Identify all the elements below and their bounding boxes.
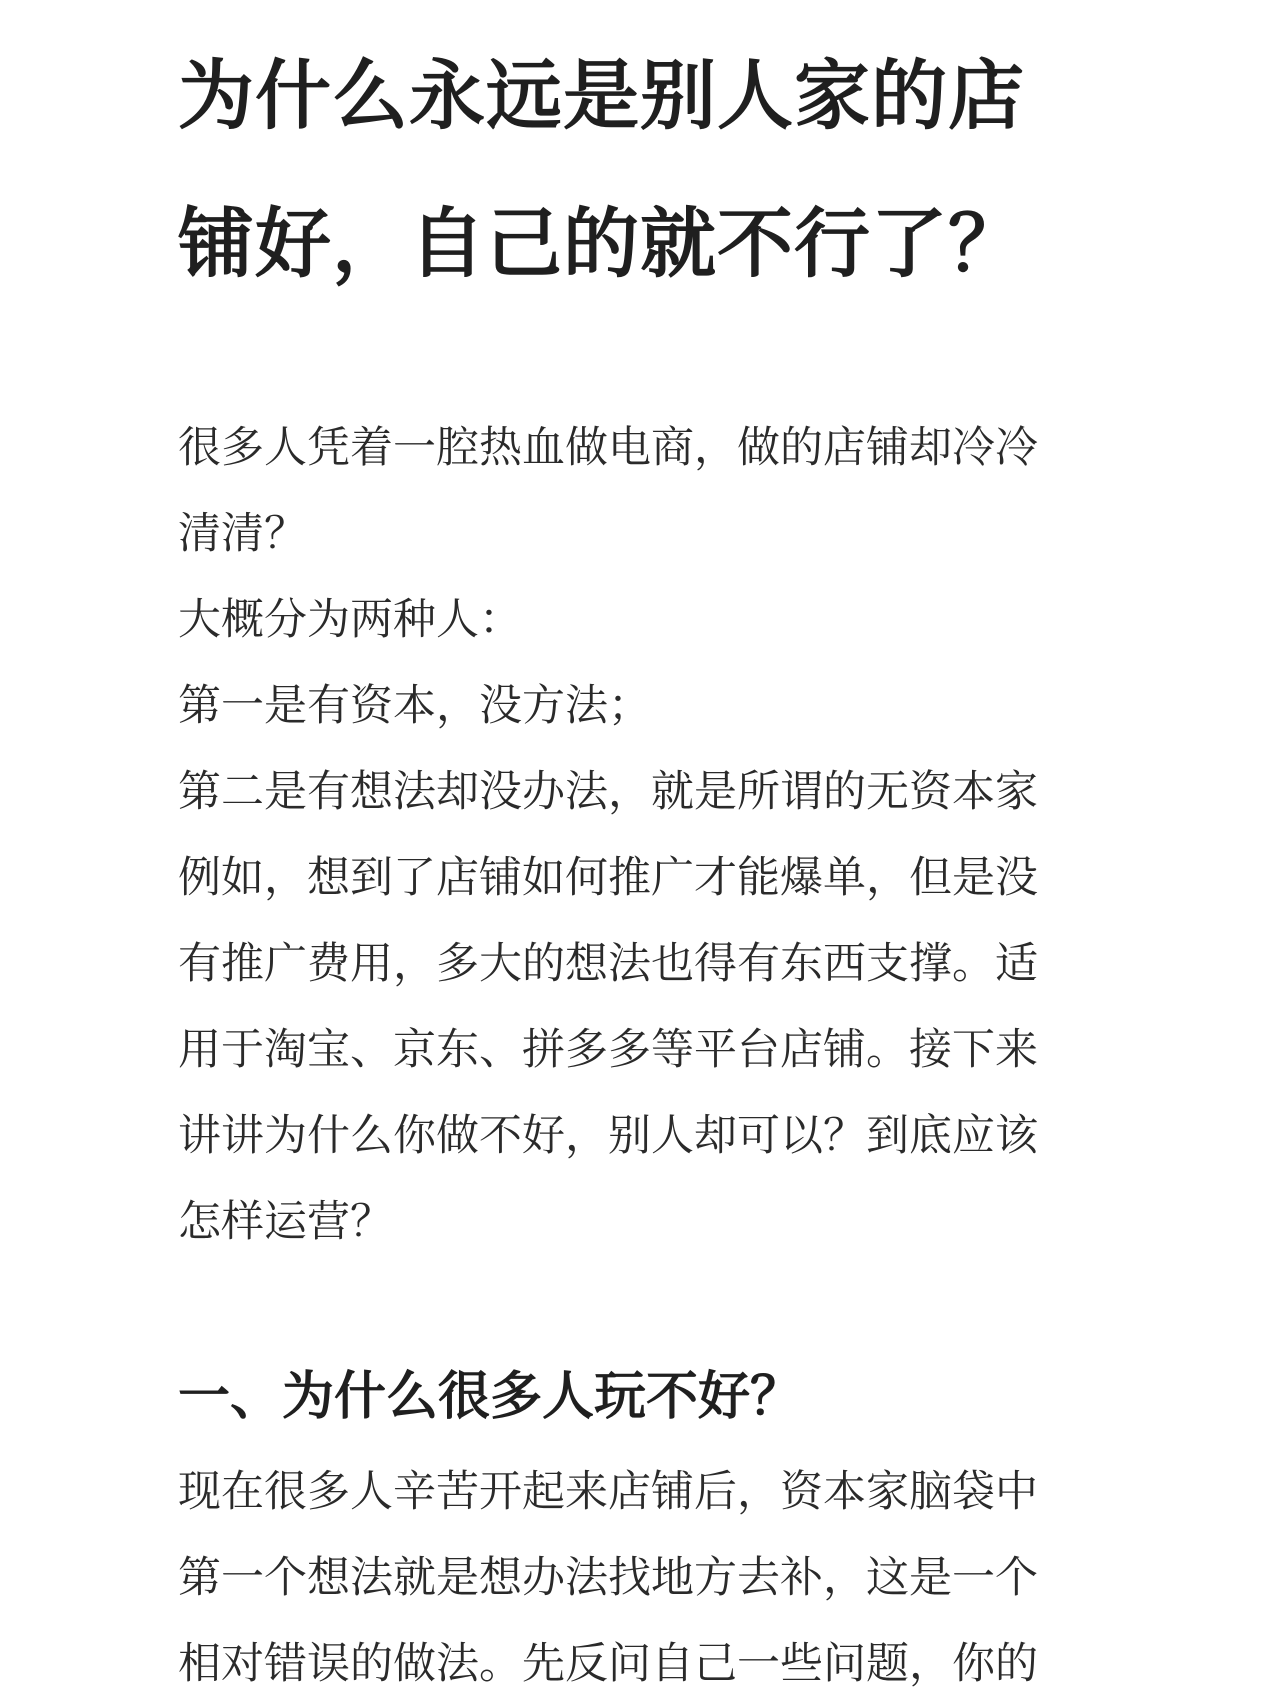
intro-paragraph: [178, 749, 1138, 835]
intro-paragraph: [178, 835, 1138, 1265]
text-line: 现在很多人辛苦开起来店铺后，资本家脑袋中: [178, 1467, 1038, 1517]
text-line: 很多人凭着一腔热血做电商，做的店铺却冷冷: [178, 423, 1038, 473]
intro-section: [178, 405, 1138, 1265]
text-line: 清清？: [178, 509, 307, 559]
section-heading: 一、为什么很多人玩不好？: [178, 1367, 803, 1427]
intro-paragraph: [178, 663, 1138, 749]
text-line: 相对错误的做法。先反问自己一些问题，你的: [178, 1639, 1038, 1689]
text-line: 第一是有资本，没方法；: [178, 681, 651, 731]
text-line: 例如，想到了店铺如何推广才能爆单，但是没: [178, 853, 1038, 903]
intro-paragraph: [178, 405, 1138, 577]
text-line: 讲讲为什么你做不好，别人却可以？到底应该: [178, 1111, 1038, 1161]
text-line: 有推广费用，多大的想法也得有东西支撑。适: [178, 939, 1038, 989]
text-line: 怎样运营？: [178, 1197, 393, 1247]
text-line: 用于淘宝、京东、拼多多等平台店铺。接下来: [178, 1025, 1038, 1075]
article-title: [178, 22, 1138, 318]
text-line: 第二是有想法却没办法，就是所谓的无资本家: [178, 767, 1038, 817]
title-line: 铺好，自己的就不行了？: [178, 199, 1025, 288]
title-line: 为什么永远是别人家的店: [178, 51, 1025, 140]
text-line: 大概分为两种人：: [178, 595, 522, 645]
intro-paragraph: [178, 577, 1138, 663]
text-line: 第一个想法就是想办法找地方去补，这是一个: [178, 1553, 1038, 1603]
section-paragraph: [178, 1449, 1138, 1707]
